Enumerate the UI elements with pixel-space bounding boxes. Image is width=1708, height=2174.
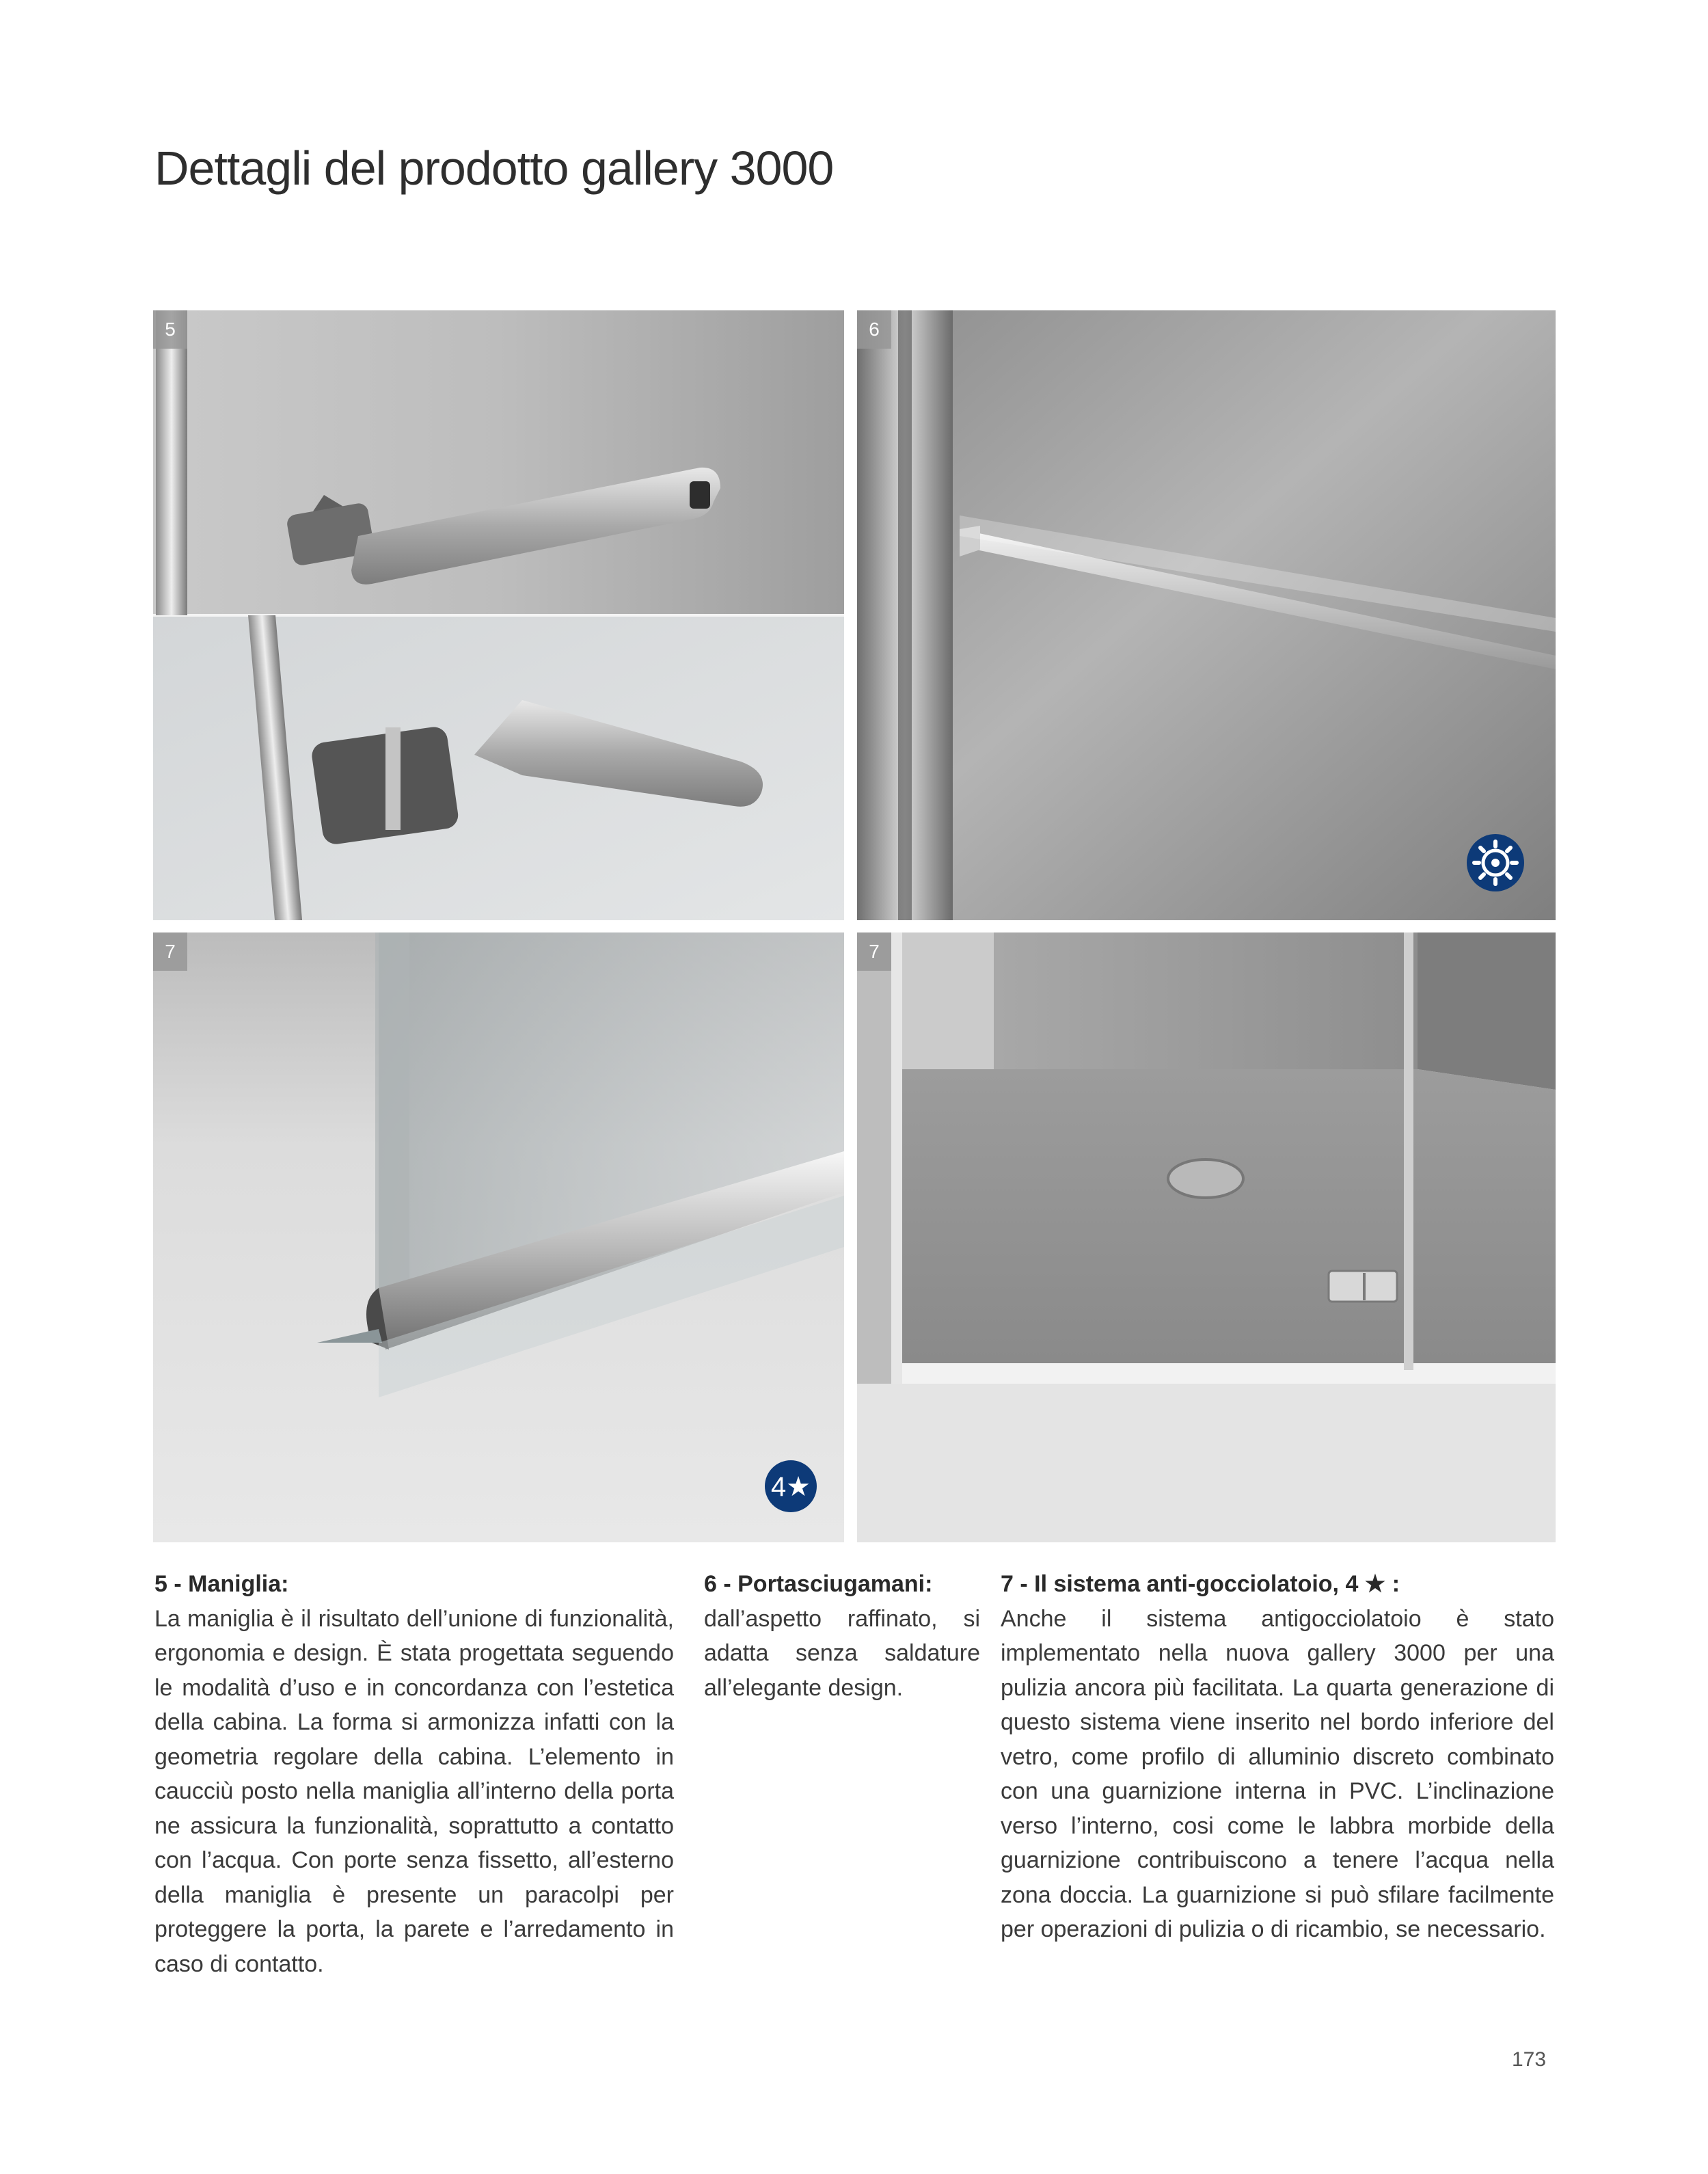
photo-number-tag: 5 xyxy=(153,310,187,349)
caption-handle xyxy=(154,1567,674,1981)
caption-heading: 7 - Il sistema anti-gocciolatoio, 4 ★ : xyxy=(1001,1571,1400,1597)
photo-towel-rail xyxy=(857,310,1556,920)
caption-body: La maniglia è il risultato dell’unione di funzionalità, ergonomia e design. È stata progettata seguendo le modalità d’uso e in concordanza con l’estetica della cabina. La forma si armonizza infatti con la geometria regolare della cabina. L’elemento in caucciù posto nella maniglia all’interno della porta ne assicura la funzionalità, soprattutto a contatto con l’acqua. Con porte senza fissetto, all’esterno della maniglia è presente un paracolpi per proteggere la porta, la parete e l’arredamento in caso di contatto. xyxy=(154,1605,674,1977)
page-title: Dettagli del prodotto gallery 3000 xyxy=(154,142,834,195)
caption-body: Anche il sistema antigocciolatoio è stato implementato nella nuova gallery 3000 per una pulizia ancora più facilitata. La quarta generazione di questo sistema viene inserito nel bordo inferiore del vetro, come profilo di alluminio discreto combinato con una guarnizione interna in PVC. L’inclinazione verso l’interno, cosi come le labbra morbide della guarnizione contribuiscono a tenere l’acqua nella zona doccia. La guarnizione si può sfilare facilmente per operazioni di pulizia o di ricambio, se necessario. xyxy=(1001,1605,1554,1942)
photo-number-tag: 6 xyxy=(857,310,891,349)
caption-towel-rail xyxy=(704,1567,980,1705)
four-star-badge: 4★ xyxy=(770,1472,811,1502)
photo-number-tag: 7 xyxy=(153,932,187,971)
caption-heading: 6 - Portasciugamani: xyxy=(704,1571,933,1597)
photo-drip-seal xyxy=(153,932,844,1542)
page-number: 173 xyxy=(1512,2048,1547,2071)
photo-handle xyxy=(153,310,844,920)
caption-heading: 5 - Maniglia: xyxy=(154,1571,289,1597)
photo-number-tag: 7 xyxy=(857,932,891,971)
caption-drip-system xyxy=(1001,1567,1554,1947)
photo-shower-tray xyxy=(857,932,1556,1542)
caption-body: dall’aspetto raffinato, si adatta senza saldature all’elegante design. xyxy=(704,1605,980,1701)
